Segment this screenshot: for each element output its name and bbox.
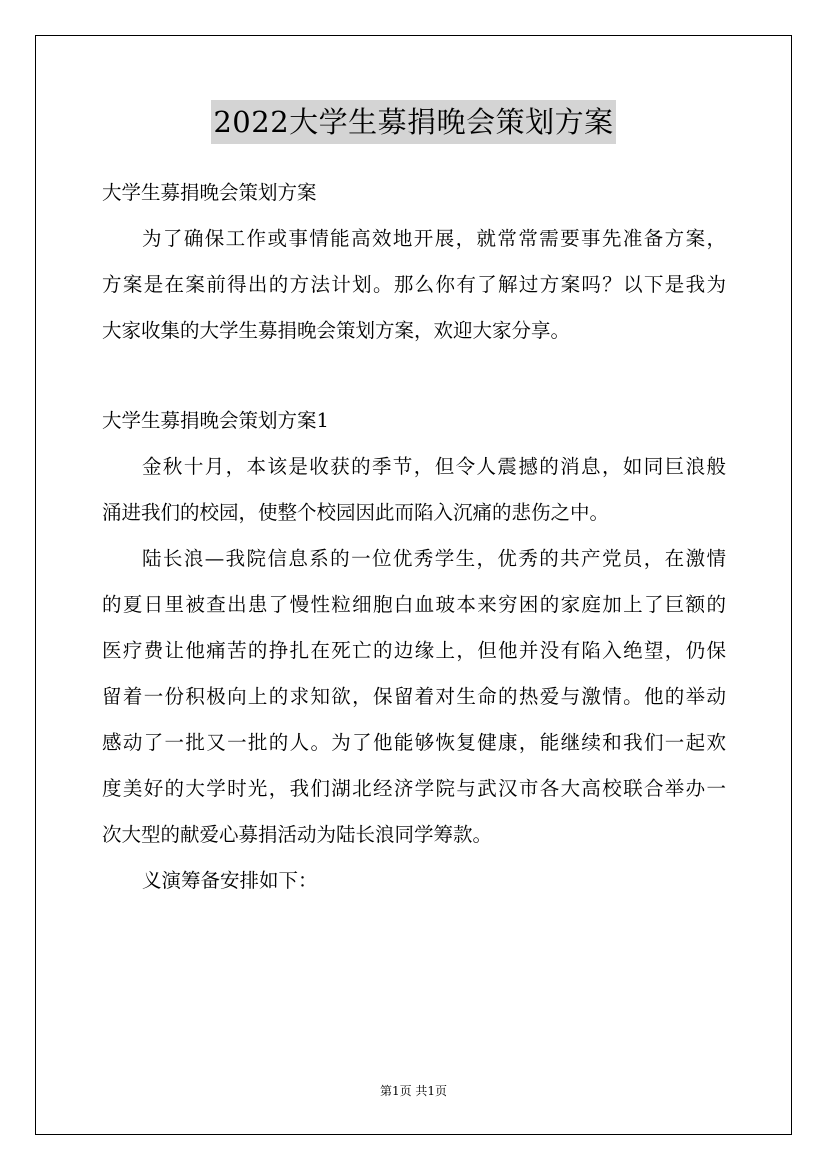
section-paragraph-3 bbox=[102, 858, 726, 904]
intro-paragraph bbox=[102, 216, 726, 354]
title-container bbox=[0, 100, 827, 144]
paragraph-line: 义演筹备安排如下： bbox=[142, 869, 318, 892]
spacer bbox=[102, 354, 726, 398]
intro-line: 为了确保工作或事情能高效地开展，就常常需要事先准备方案， bbox=[142, 227, 726, 250]
paragraph-line: 医疗费让他痛苦的挣扎在死亡的边缘上，但他并没有陷入绝望，仍保 bbox=[102, 639, 726, 662]
intro-line: 方案是在案前得出的方法计划。那么你有了解过方案吗？以下是我为 bbox=[102, 273, 726, 296]
paragraph-line: 次大型的献爱心募捐活动为陆长浪同学筹款。 bbox=[102, 823, 493, 846]
paragraph-line: 金秋十月，本该是收获的季节，但令人震撼的消息，如同巨浪般 bbox=[142, 455, 726, 478]
section-paragraph-2 bbox=[102, 536, 726, 858]
intro-line: 大家收集的大学生募捐晚会策划方案，欢迎大家分享。 bbox=[102, 319, 571, 342]
document-title: 2022大学生募捐晚会策划方案 bbox=[211, 100, 615, 144]
section-heading: 大学生募捐晚会策划方案1 bbox=[102, 409, 329, 432]
subtitle: 大学生募捐晚会策划方案 bbox=[102, 181, 317, 204]
section-paragraph-1 bbox=[102, 444, 726, 536]
paragraph-line: 感动了一批又一批的人。为了他能够恢复健康，能继续和我们一起欢 bbox=[102, 731, 726, 754]
document-body bbox=[102, 170, 726, 904]
paragraph-line: 留着一份积极向上的求知欲，保留着对生命的热爱与激情。他的举动 bbox=[102, 685, 726, 708]
paragraph-line: 涌进我们的校园，使整个校园因此而陷入沉痛的悲伤之中。 bbox=[102, 501, 610, 524]
paragraph-line: 陆长浪—我院信息系的一位优秀学生，优秀的共产党员，在激情 bbox=[142, 547, 726, 570]
paragraph-line: 度美好的大学时光，我们湖北经济学院与武汉市各大高校联合举办一 bbox=[102, 777, 726, 800]
page-footer: 第1页 共1页 bbox=[379, 1084, 448, 1098]
paragraph-line: 的夏日里被查出患了慢性粒细胞白血玻本来穷困的家庭加上了巨额的 bbox=[102, 593, 726, 616]
